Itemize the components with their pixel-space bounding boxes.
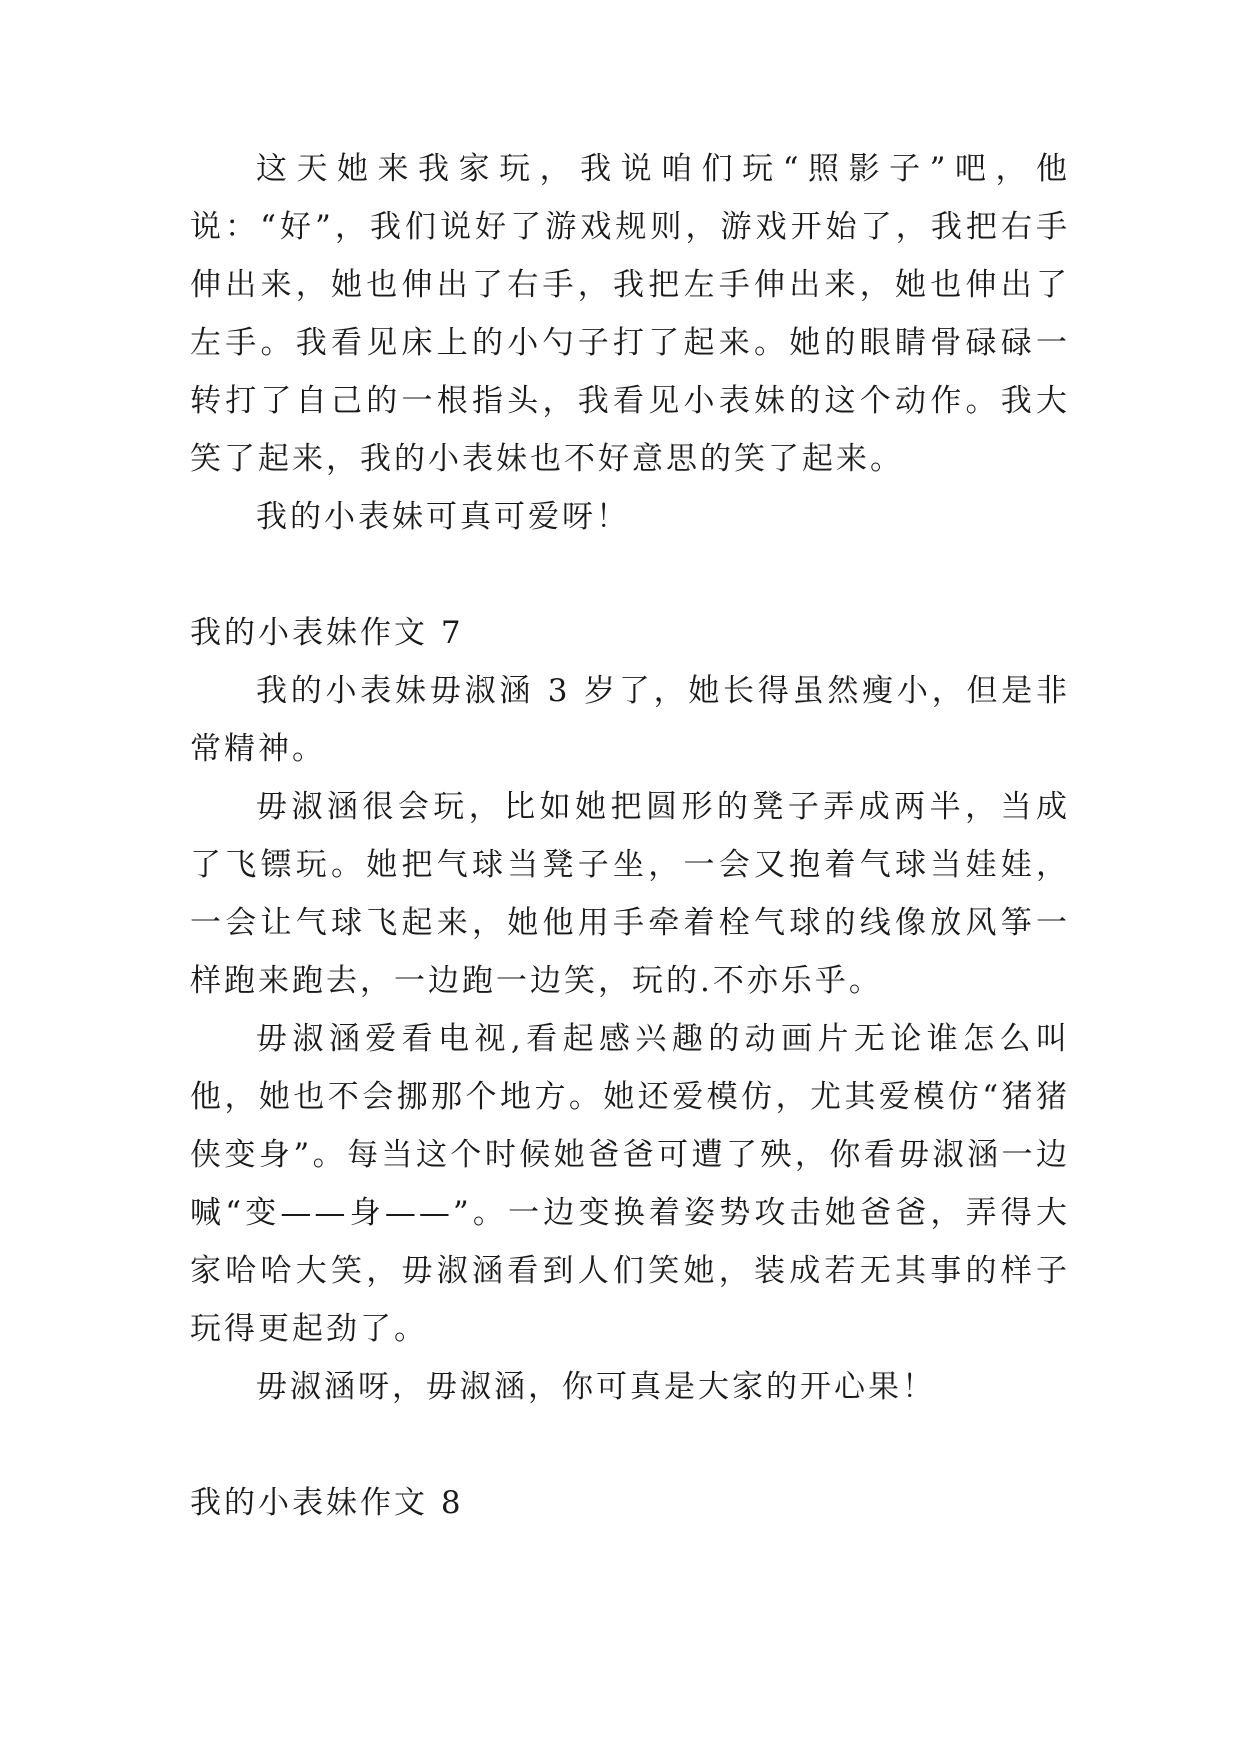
paragraph-cute: 我的小表妹可真可爱呀！ <box>256 499 630 535</box>
essay-heading-7: 我的小表妹作文 7 <box>190 615 464 651</box>
paragraph-age: 我的小表妹毋淑涵 3 岁了，她长得虽然瘦小，但是非常精神。 <box>190 673 1070 767</box>
essay-heading-8: 我的小表妹作文 8 <box>190 1485 464 1521</box>
section-spacer <box>190 546 1070 604</box>
document-body <box>190 140 1070 1532</box>
paragraph-play: 毋淑涵很会玩，比如她把圆形的凳子弄成两半，当成了飞镖玩。她把气球当凳子坐，一会又抱着气球当娃娃，一会让气球飞起来，她他用手牵着栓气球的线像放风筝一样跑来跑去，一边跑一边笑，玩的.不亦乐乎。 <box>190 789 1070 999</box>
paragraph-game: 这天她来我家玩，我说咱们玩“照影子”吧，他说：“好”，我们说好了游戏规则，游戏开始了，我把右手伸出来，她也伸出了右手，我把左手伸出来，她也伸出了左手。我看见床上的小勺子打了起来。她的眼睛骨碌碌一转打了自己的一根指头，我看见小表妹的这个动作。我大笑了起来，我的小表妹也不好意思的笑了起来。 <box>190 151 1070 477</box>
paragraph-tv: 毋淑涵爱看电视,看起感兴趣的动画片无论谁怎么叫他，她也不会挪那个地方。她还爱模仿，尤其爱模仿“猪猪侠变身”。每当这个时候她爸爸可遭了殃，你看毋淑涵一边喊“变——身——”。一边变换着姿势攻击她爸爸，弄得大家哈哈大笑，毋淑涵看到人们笑她，装成若无其事的样子玩得更起劲了。 <box>190 1021 1070 1347</box>
section-spacer <box>190 1416 1070 1474</box>
paragraph-joy: 毋淑涵呀，毋淑涵，你可真是大家的开心果！ <box>256 1369 936 1405</box>
